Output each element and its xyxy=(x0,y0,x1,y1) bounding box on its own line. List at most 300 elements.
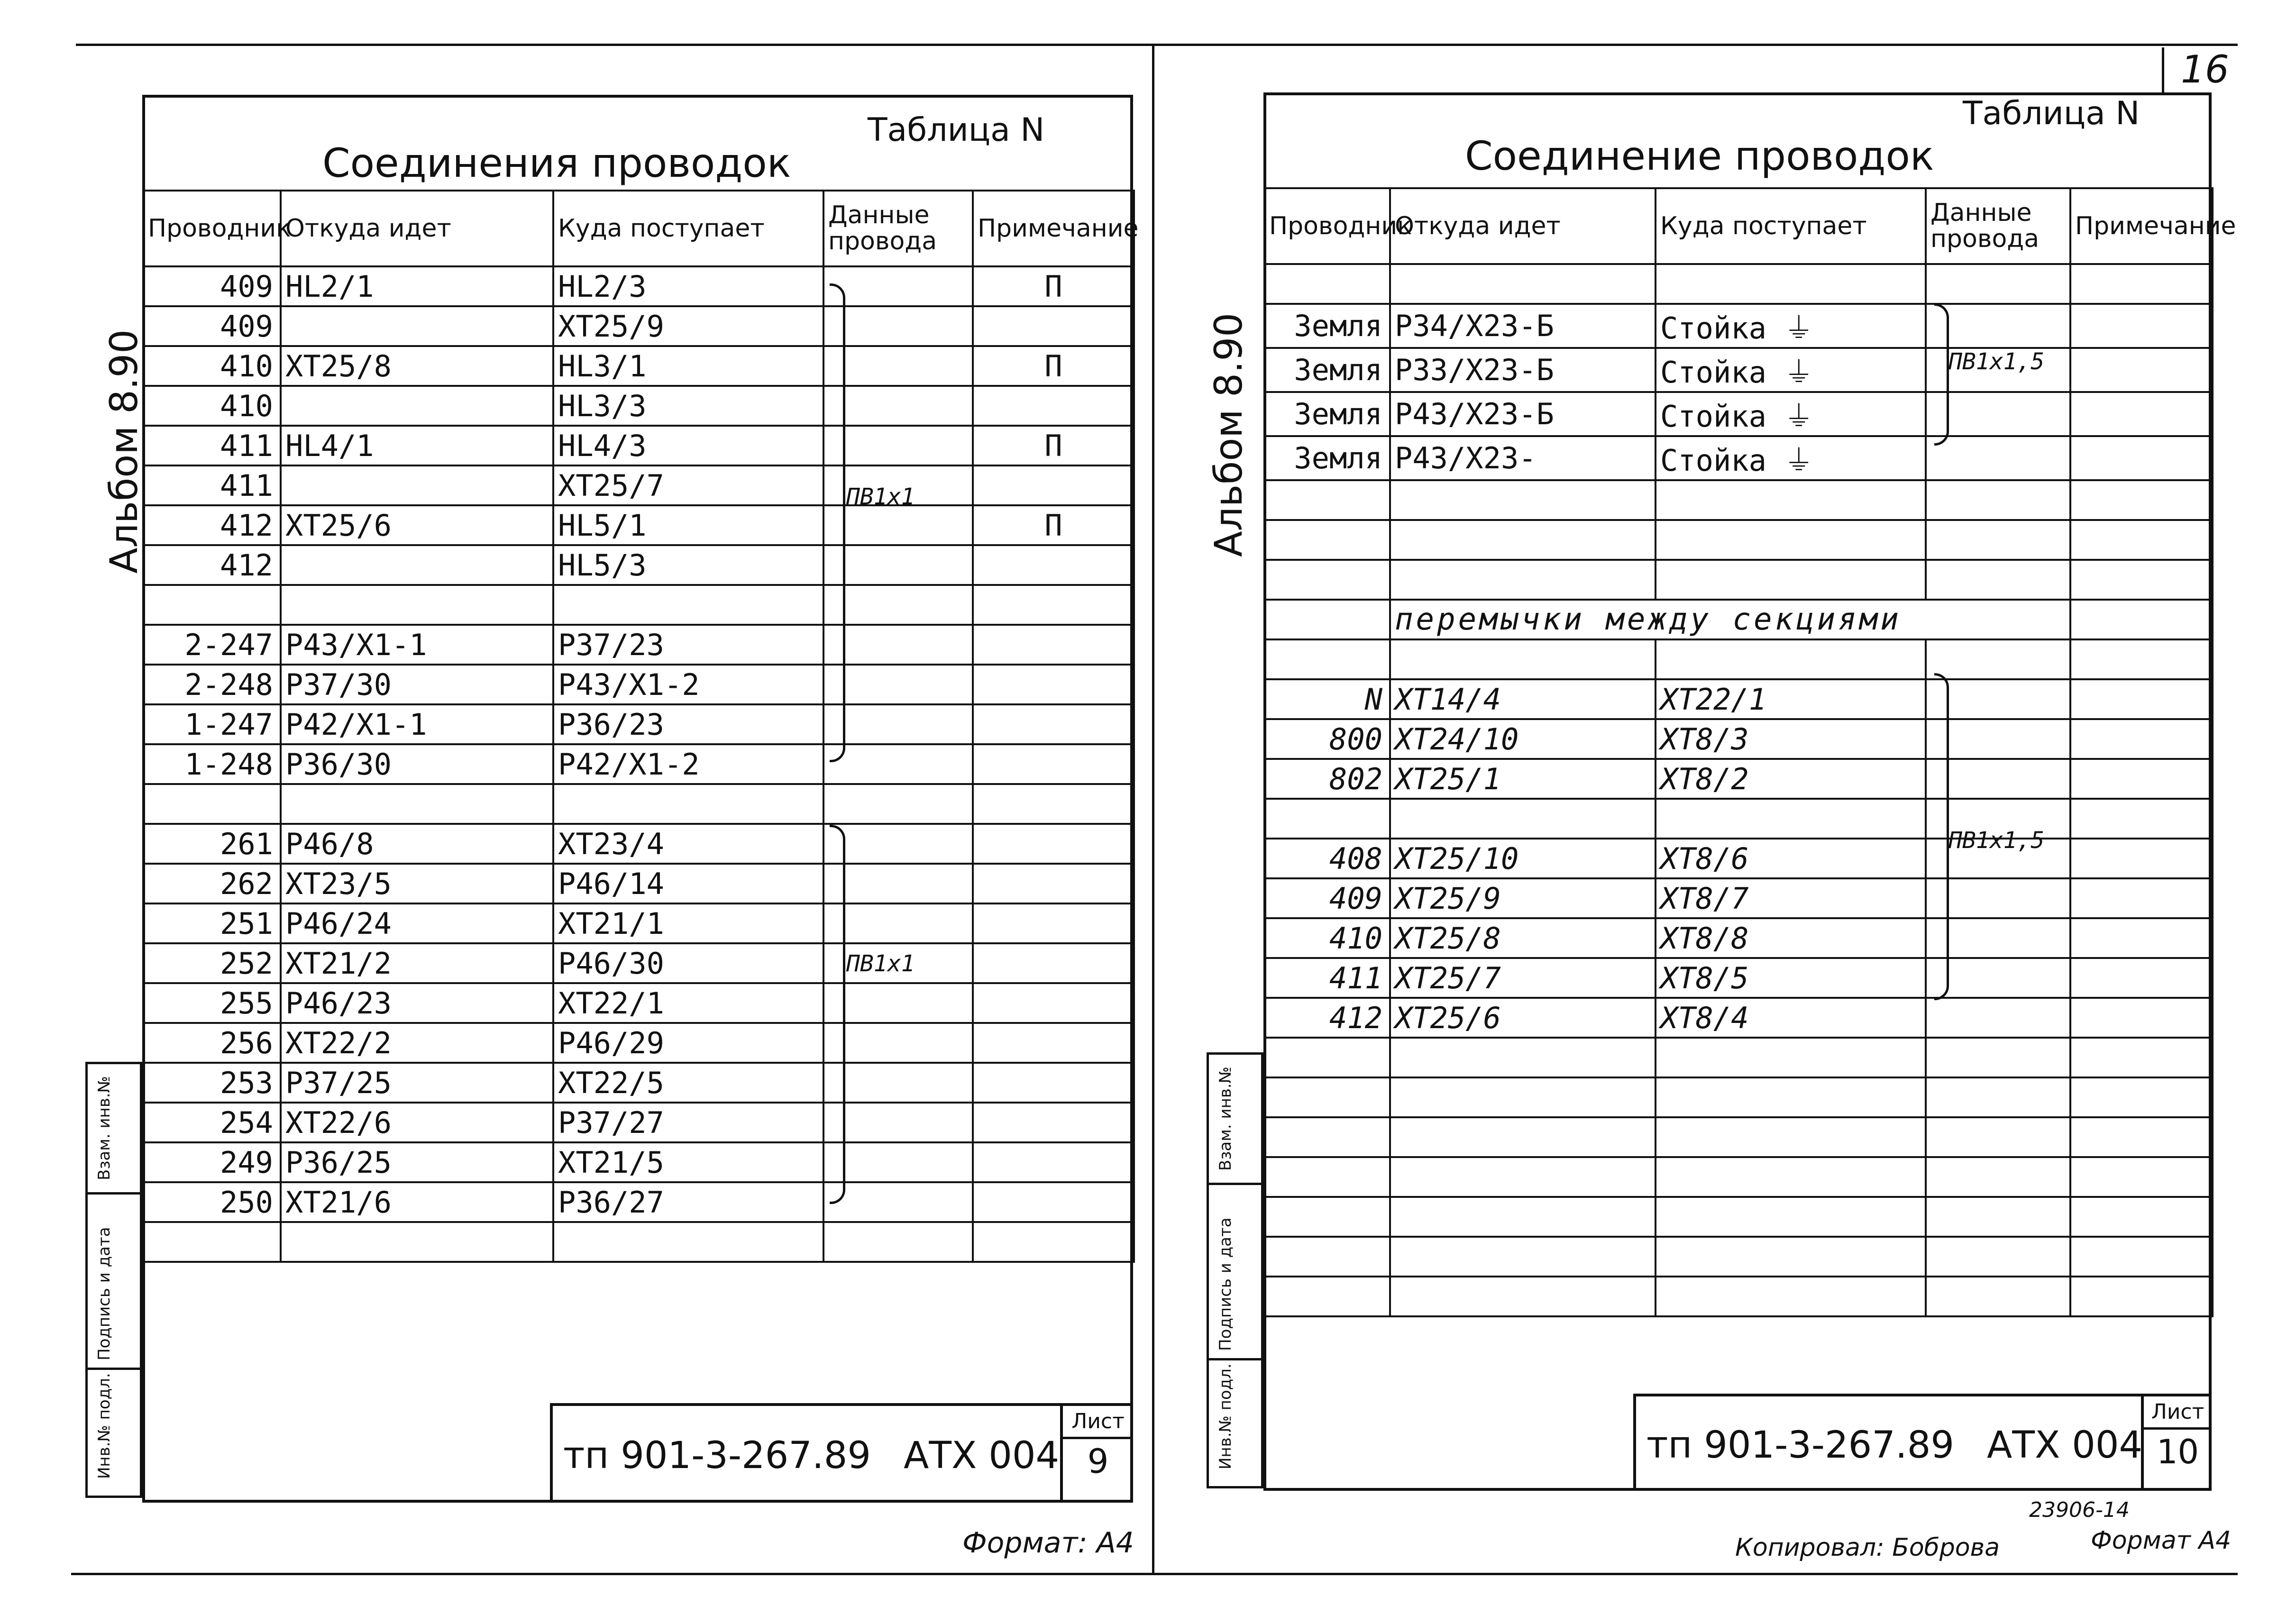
cell-note xyxy=(2070,839,2213,878)
cell-note xyxy=(2070,679,2213,719)
cell-note: П xyxy=(973,426,1134,465)
cell-from: XT21/6 xyxy=(281,1182,553,1222)
cell-note xyxy=(2070,1157,2213,1197)
cell-conductor: 255 xyxy=(143,983,281,1023)
cell-to: XT22/1 xyxy=(553,983,823,1023)
cell-conductor: 408 xyxy=(1264,839,1390,878)
left-wire-spec-1: ПВ1х1 xyxy=(846,484,915,510)
cell-note xyxy=(2070,520,2213,560)
cell-from xyxy=(1390,639,1656,679)
cell-wire-data xyxy=(823,545,973,585)
table-row xyxy=(143,1142,1134,1182)
cell-note xyxy=(2070,348,2213,392)
cell-conductor xyxy=(1264,1157,1390,1197)
cell-from xyxy=(1390,1077,1656,1117)
right-stamp-signature: Подпись и дата xyxy=(1216,1217,1235,1351)
cell-to xyxy=(553,1222,823,1262)
page-mark-box-top xyxy=(1157,44,2238,46)
cell-to xyxy=(553,585,823,625)
cell-wire-data xyxy=(823,744,973,784)
cell-note xyxy=(2070,958,2213,998)
cell-to: XT8/6 xyxy=(1656,839,1926,878)
left-title: Соединения проводок xyxy=(322,140,791,186)
cell-wire-data xyxy=(1926,480,2070,520)
cell-conductor: 256 xyxy=(143,1023,281,1063)
table-row xyxy=(143,306,1134,346)
cell-to: XT21/5 xyxy=(553,1142,823,1182)
table-row xyxy=(1264,264,2213,304)
cell-wire-data xyxy=(823,505,973,545)
cell-to: P46/29 xyxy=(553,1023,823,1063)
cell-to xyxy=(1656,1157,1926,1197)
cell-from xyxy=(1390,799,1656,839)
cell-wire-data xyxy=(823,386,973,426)
cell-to: P37/27 xyxy=(553,1103,823,1142)
cell-conductor xyxy=(1264,1277,1390,1316)
left-brace-1 xyxy=(830,283,845,762)
table-row xyxy=(143,585,1134,625)
top-rule xyxy=(76,44,1166,46)
cell-wire-data xyxy=(823,1103,973,1142)
cell-from xyxy=(1390,1117,1656,1157)
right-doc-code: тп 901-3-267.89 xyxy=(1647,1424,1954,1467)
cell-from: XT23/5 xyxy=(281,864,553,903)
cell-wire-data xyxy=(1926,1157,2070,1197)
cell-wire-data xyxy=(823,1182,973,1222)
cell-to: HL3/1 xyxy=(553,346,823,386)
cell-note xyxy=(973,1222,1134,1262)
right-table-label: Таблица N xyxy=(1963,95,2140,132)
cell-from xyxy=(281,545,553,585)
table-row xyxy=(1264,998,2213,1038)
cell-to: XT8/5 xyxy=(1656,958,1926,998)
table-row xyxy=(143,386,1134,426)
table-row xyxy=(1264,719,2213,759)
cell-conductor xyxy=(1264,639,1390,679)
right-sheet-label: Лист xyxy=(2144,1396,2212,1430)
cell-wire-data xyxy=(1926,264,2070,304)
cell-wire-data xyxy=(823,625,973,665)
table-row xyxy=(143,545,1134,585)
table-row xyxy=(143,704,1134,744)
cell-note xyxy=(973,744,1134,784)
cell-to: Стойка ⏚ xyxy=(1656,392,1926,436)
cell-conductor xyxy=(143,784,281,824)
cell-note xyxy=(2070,436,2213,480)
cell-from xyxy=(281,1222,553,1262)
col-header-from: Откуда идет xyxy=(281,191,553,266)
jumpers-heading: перемычки между секциями xyxy=(1390,600,2070,639)
cell-from: P43/X1-1 xyxy=(281,625,553,665)
cell-wire-data xyxy=(823,665,973,704)
cell-from: XT25/10 xyxy=(1390,839,1656,878)
cell-to: P46/14 xyxy=(553,864,823,903)
cell-from: P46/24 xyxy=(281,903,553,943)
table-row xyxy=(143,346,1134,386)
cell-conductor xyxy=(1264,799,1390,839)
cell-conductor: 2-247 xyxy=(143,625,281,665)
cell-wire-data xyxy=(823,266,973,306)
cell-conductor xyxy=(143,1222,281,1262)
table-row xyxy=(143,864,1134,903)
cell-conductor: 251 xyxy=(143,903,281,943)
table-row xyxy=(1264,1197,2213,1237)
cell-note: П xyxy=(973,346,1134,386)
cell-from: P42/X1-1 xyxy=(281,704,553,744)
cell-conductor: N xyxy=(1264,679,1390,719)
right-doc-mark: АТХ 004 xyxy=(1987,1424,2143,1467)
cell-to xyxy=(1656,1117,1926,1157)
cell-wire-data xyxy=(823,306,973,346)
cell-note xyxy=(973,1142,1134,1182)
cell-from: P43/X23- xyxy=(1390,436,1656,480)
cell-note xyxy=(973,625,1134,665)
cell-to: Стойка ⏚ xyxy=(1656,348,1926,392)
cell-wire-data xyxy=(823,864,973,903)
cell-conductor: 411 xyxy=(1264,958,1390,998)
cell-to xyxy=(553,784,823,824)
table-row xyxy=(1264,560,2213,600)
left-stamp-signature: Подпись и дата xyxy=(95,1227,114,1360)
cell-conductor: 252 xyxy=(143,943,281,983)
table-row xyxy=(1264,799,2213,839)
right-stamp-replace: Взам. инв.№ xyxy=(1216,1066,1235,1171)
center-fold-line xyxy=(1152,44,1154,1575)
cell-from: XT25/8 xyxy=(1390,918,1656,958)
cell-from: XT25/6 xyxy=(1390,998,1656,1038)
cell-to: HL3/3 xyxy=(553,386,823,426)
table-row xyxy=(143,505,1134,545)
table-row xyxy=(1264,839,2213,878)
table-row xyxy=(1264,436,2213,480)
cell-note xyxy=(973,784,1134,824)
left-sheet-label: Лист xyxy=(1063,1406,1133,1439)
cell-from xyxy=(281,386,553,426)
cell-conductor: 250 xyxy=(143,1182,281,1222)
cell-from: P46/8 xyxy=(281,824,553,864)
inv-number: 23906-14 xyxy=(2029,1498,2130,1522)
left-stamp-column xyxy=(85,1062,142,1498)
cell-to: HL2/3 xyxy=(553,266,823,306)
cell-wire-data xyxy=(823,1222,973,1262)
cell-wire-data xyxy=(1926,1038,2070,1077)
col-header-to: Куда поступает xyxy=(553,191,823,266)
table-row xyxy=(143,266,1134,306)
cell-to: XT25/7 xyxy=(553,465,823,505)
cell-to: HL5/1 xyxy=(553,505,823,545)
table-row xyxy=(1264,348,2213,392)
cell-wire-data xyxy=(1926,639,2070,679)
cell-note xyxy=(2070,759,2213,799)
cell-from: P34/X23-Б xyxy=(1390,304,1656,348)
table-row xyxy=(1264,918,2213,958)
cell-from: XT25/7 xyxy=(1390,958,1656,998)
col-header-note: Примечание xyxy=(2070,188,2213,264)
col-header-from: Откуда идет xyxy=(1390,188,1656,264)
page-mark-box xyxy=(2162,47,2164,95)
cell-conductor: Земля xyxy=(1264,436,1390,480)
cell-note xyxy=(973,864,1134,903)
cell-conductor xyxy=(1264,1038,1390,1077)
cell-conductor: 1-247 xyxy=(143,704,281,744)
cell-conductor xyxy=(1264,520,1390,560)
cell-from: P37/30 xyxy=(281,665,553,704)
right-format: Формат А4 xyxy=(2091,1526,2232,1555)
cell-wire-data xyxy=(823,983,973,1023)
cell-note xyxy=(2070,1038,2213,1077)
table-row xyxy=(1264,1157,2213,1197)
cell-note xyxy=(2070,560,2213,600)
right-wire-spec-1: ПВ1х1,5 xyxy=(1948,348,2045,375)
cell-to: P46/30 xyxy=(553,943,823,983)
cell-wire-data xyxy=(823,346,973,386)
cell-from: HL2/1 xyxy=(281,266,553,306)
left-connections-table xyxy=(142,190,1139,1263)
cell-conductor: 261 xyxy=(143,824,281,864)
cell-from xyxy=(281,306,553,346)
table-row xyxy=(143,1063,1134,1103)
cell-note xyxy=(973,665,1134,704)
cell-to: HL5/3 xyxy=(553,545,823,585)
cell-from: HL4/1 xyxy=(281,426,553,465)
cell-to: XT22/1 xyxy=(1656,679,1926,719)
cell-conductor: 410 xyxy=(1264,918,1390,958)
cell-note xyxy=(973,465,1134,505)
cell-conductor: 2-248 xyxy=(143,665,281,704)
page-mark: 16 xyxy=(2181,47,2229,91)
cell-conductor: 409 xyxy=(143,266,281,306)
table-row xyxy=(143,625,1134,665)
table-row xyxy=(1264,759,2213,799)
right-wire-spec-2: ПВ1х1,5 xyxy=(1948,827,2045,854)
col-header-wire-data: Данные провода xyxy=(1926,188,2070,264)
cell-from: P36/30 xyxy=(281,744,553,784)
cell-conductor: Земля xyxy=(1264,348,1390,392)
table-row xyxy=(1264,1038,2213,1077)
cell-note xyxy=(973,306,1134,346)
cell-conductor: 802 xyxy=(1264,759,1390,799)
cell-conductor: 410 xyxy=(143,346,281,386)
cell-to xyxy=(1656,560,1926,600)
right-title: Соединение проводок xyxy=(1465,133,1934,179)
table-row xyxy=(143,1182,1134,1222)
cell-from xyxy=(1390,520,1656,560)
cell-note xyxy=(973,824,1134,864)
cell-wire-data xyxy=(1926,560,2070,600)
cell-from xyxy=(1390,264,1656,304)
cell-note xyxy=(2070,998,2213,1038)
cell-note xyxy=(973,704,1134,744)
cell-from: P33/X23-Б xyxy=(1390,348,1656,392)
cell-from xyxy=(1390,1157,1656,1197)
right-title-block xyxy=(1633,1394,2212,1491)
cell-to: Стойка ⏚ xyxy=(1656,304,1926,348)
right-stamp-inv: Инв.№ подл. xyxy=(1216,1363,1235,1469)
right-stamp-column xyxy=(1207,1052,1263,1488)
cell-to xyxy=(1656,1077,1926,1117)
cell-note xyxy=(2070,1197,2213,1237)
cell-note: П xyxy=(973,266,1134,306)
cell-from xyxy=(1390,1197,1656,1237)
right-header-row xyxy=(1264,188,2213,264)
table-row xyxy=(143,824,1134,864)
cell-conductor xyxy=(1264,1237,1390,1277)
cell-note xyxy=(2070,878,2213,918)
cell-wire-data xyxy=(1926,1197,2070,1237)
cell-to xyxy=(1656,1038,1926,1077)
cell-note: П xyxy=(973,505,1134,545)
cell-from xyxy=(281,784,553,824)
cell-from: P43/X23-Б xyxy=(1390,392,1656,436)
cell-conductor: 412 xyxy=(1264,998,1390,1038)
left-header-row xyxy=(143,191,1134,266)
cell-note xyxy=(973,1182,1134,1222)
cell-note xyxy=(973,983,1134,1023)
cell-wire-data xyxy=(823,824,973,864)
cell-note xyxy=(973,943,1134,983)
cell-wire-data xyxy=(1926,1277,2070,1316)
cell-to: XT22/5 xyxy=(553,1063,823,1103)
cell-from: XT22/2 xyxy=(281,1023,553,1063)
cell-from xyxy=(281,465,553,505)
cell-to: P37/23 xyxy=(553,625,823,665)
cell-from: XT25/8 xyxy=(281,346,553,386)
left-stamp-replace: Взам. инв.№ xyxy=(95,1076,114,1180)
cell-from: P37/25 xyxy=(281,1063,553,1103)
table-row xyxy=(1264,878,2213,918)
right-brace-1 xyxy=(1934,303,1949,446)
table-row xyxy=(1264,958,2213,998)
table-row xyxy=(143,1222,1134,1262)
cell-from: XT22/6 xyxy=(281,1103,553,1142)
cell-conductor: 1-248 xyxy=(143,744,281,784)
left-format: Формат: А4 xyxy=(962,1526,1134,1560)
cell-conductor xyxy=(1264,1197,1390,1237)
album-label-right: Альбом 8.90 xyxy=(1207,312,1251,557)
left-sheet-number: 9 xyxy=(1087,1442,1109,1481)
cell-to: XT8/2 xyxy=(1656,759,1926,799)
cell-conductor: 249 xyxy=(143,1142,281,1182)
table-row xyxy=(1264,1237,2213,1277)
cell-note xyxy=(973,1063,1134,1103)
cell-conductor: 411 xyxy=(143,426,281,465)
table-row xyxy=(143,943,1134,983)
copied-by: Копировал: Боброва xyxy=(1735,1533,2000,1562)
bottom-rule xyxy=(71,1573,2238,1575)
table-row xyxy=(143,1103,1134,1142)
table-row xyxy=(143,744,1134,784)
cell-to: P36/23 xyxy=(553,704,823,744)
cell-from: XT24/10 xyxy=(1390,719,1656,759)
left-stamp-inv: Инв.№ подл. xyxy=(95,1373,114,1479)
table-row xyxy=(1264,679,2213,719)
table-row xyxy=(1264,639,2213,679)
cell-from xyxy=(1390,480,1656,520)
cell-to xyxy=(1656,264,1926,304)
cell-to: P36/27 xyxy=(553,1182,823,1222)
cell-wire-data xyxy=(1926,998,2070,1038)
cell-wire-data xyxy=(1926,1117,2070,1157)
cell-from: P46/23 xyxy=(281,983,553,1023)
cell-note xyxy=(2070,1237,2213,1277)
cell-note xyxy=(973,903,1134,943)
table-row xyxy=(1264,304,2213,348)
right-sheet-number: 10 xyxy=(2156,1432,2199,1471)
col-header-note: Примечание xyxy=(973,191,1134,266)
cell-from xyxy=(1390,1237,1656,1277)
cell-conductor: 262 xyxy=(143,864,281,903)
cell-note xyxy=(2070,304,2213,348)
cell-wire-data xyxy=(823,1023,973,1063)
table-row xyxy=(1264,480,2213,520)
left-brace-2 xyxy=(830,825,845,1204)
cell-to: XT8/8 xyxy=(1656,918,1926,958)
cell-note xyxy=(973,1023,1134,1063)
album-label-left: Альбом 8.90 xyxy=(102,329,146,574)
cell-note xyxy=(2070,480,2213,520)
cell-from xyxy=(281,585,553,625)
left-doc-code: тп 901-3-267.89 xyxy=(563,1434,871,1477)
cell-from xyxy=(1390,560,1656,600)
table-row xyxy=(143,426,1134,465)
cell-conductor: 409 xyxy=(143,306,281,346)
cell-wire-data xyxy=(823,903,973,943)
cell-to xyxy=(1656,480,1926,520)
cell-conductor: 411 xyxy=(143,465,281,505)
cell-wire-data xyxy=(823,426,973,465)
cell-conductor: 412 xyxy=(143,505,281,545)
cell-conductor: Земля xyxy=(1264,392,1390,436)
cell-to: XT8/7 xyxy=(1656,878,1926,918)
right-connections-table xyxy=(1263,187,2236,1317)
cell-wire-data xyxy=(1926,1237,2070,1277)
cell-to: XT25/9 xyxy=(553,306,823,346)
table-row xyxy=(143,784,1134,824)
cell-conductor xyxy=(1264,1117,1390,1157)
table-row xyxy=(1264,1117,2213,1157)
cell-to xyxy=(1656,799,1926,839)
cell-wire-data xyxy=(1926,520,2070,560)
cell-to xyxy=(1656,639,1926,679)
cell-note xyxy=(2070,392,2213,436)
cell-note xyxy=(973,1103,1134,1142)
cell-conductor xyxy=(1264,1077,1390,1117)
cell-wire-data xyxy=(1926,1077,2070,1117)
left-title-block xyxy=(550,1403,1133,1503)
left-doc-mark: АТХ 004 xyxy=(904,1434,1060,1477)
cell-to: XT21/1 xyxy=(553,903,823,943)
cell-to xyxy=(1656,1277,1926,1316)
cell-to: XT8/3 xyxy=(1656,719,1926,759)
cell-conductor: 800 xyxy=(1264,719,1390,759)
cell-from xyxy=(1390,1038,1656,1077)
cell-wire-data xyxy=(1926,436,2070,480)
table-row xyxy=(1264,1077,2213,1117)
right-brace-2 xyxy=(1934,673,1949,1000)
cell-to: XT23/4 xyxy=(553,824,823,864)
cell-wire-data xyxy=(823,1142,973,1182)
table-row xyxy=(143,983,1134,1023)
cell-to: P43/X1-2 xyxy=(553,665,823,704)
cell-conductor: Земля xyxy=(1264,304,1390,348)
cell-conductor xyxy=(1264,560,1390,600)
cell-note xyxy=(973,545,1134,585)
jumpers-heading-row xyxy=(1264,600,2213,639)
cell-to: Стойка ⏚ xyxy=(1656,436,1926,480)
cell-to: HL4/3 xyxy=(553,426,823,465)
cell-to xyxy=(1656,520,1926,560)
cell-conductor: 253 xyxy=(143,1063,281,1103)
